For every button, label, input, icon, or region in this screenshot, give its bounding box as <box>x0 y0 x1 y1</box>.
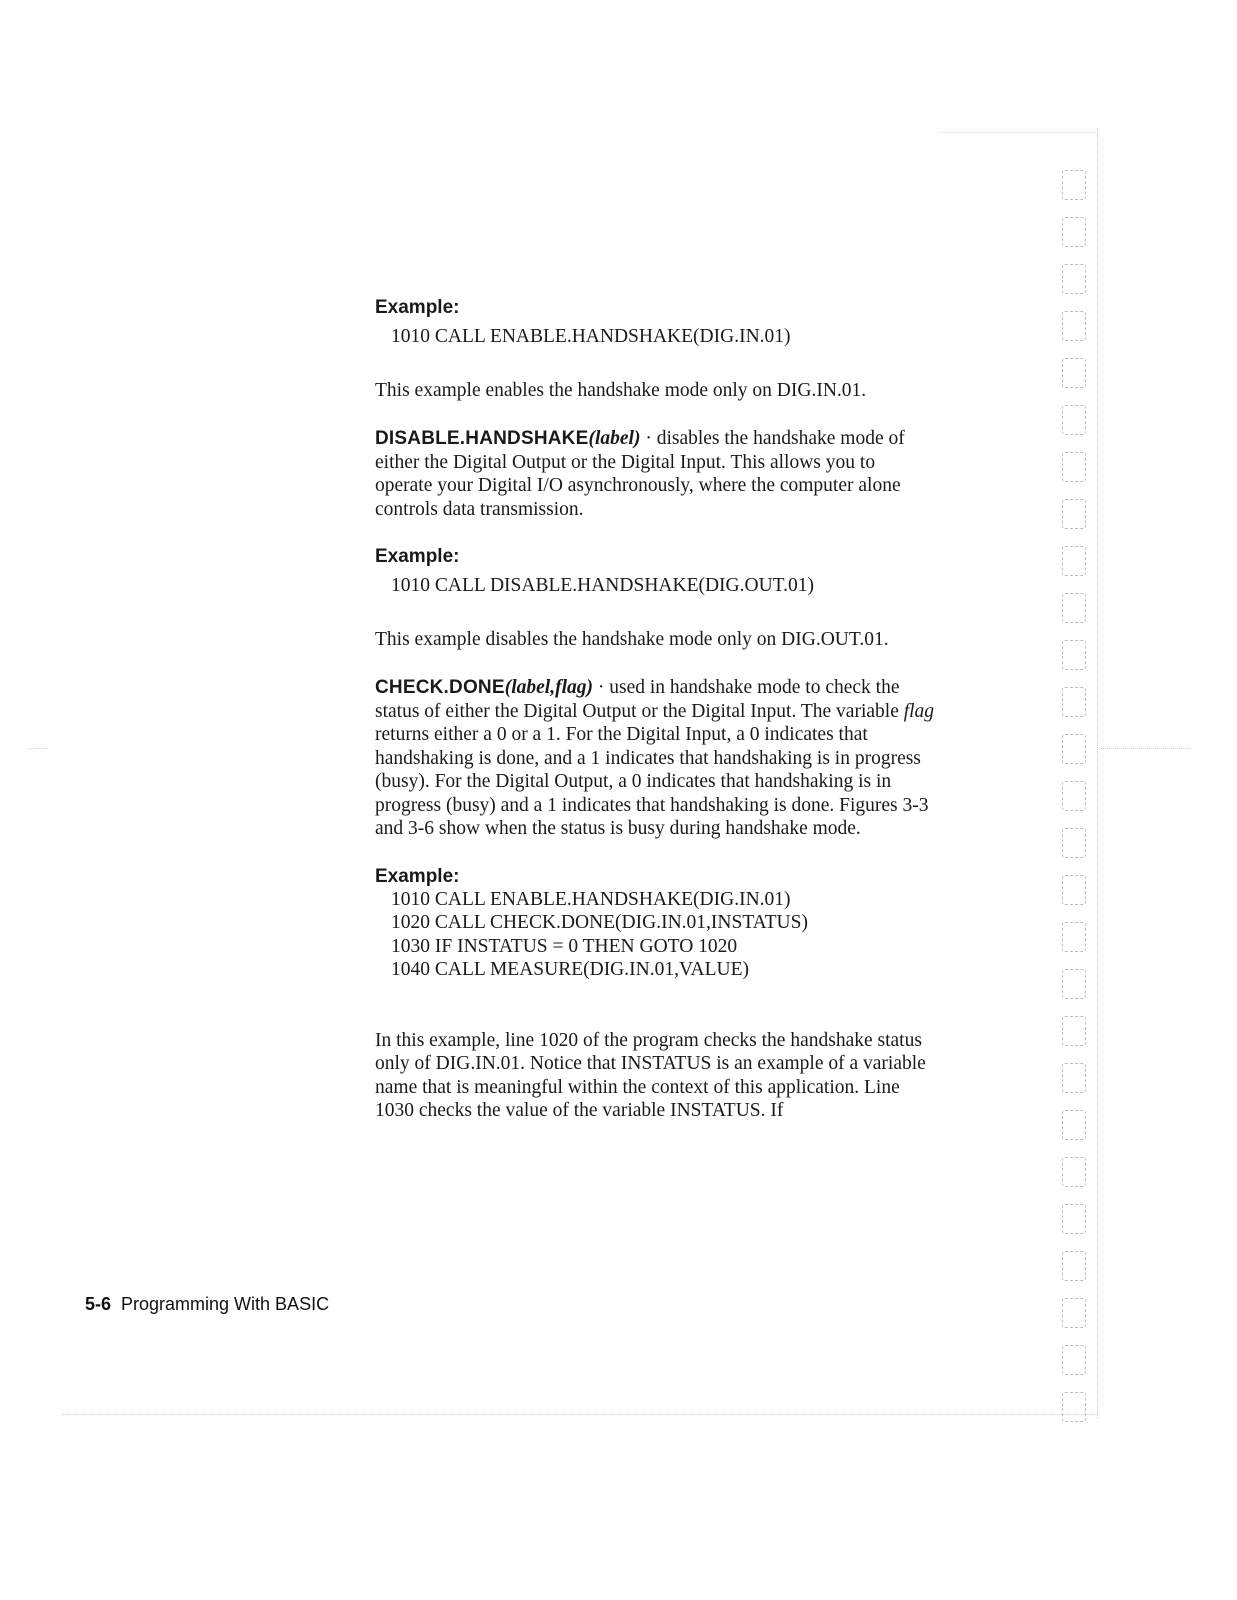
code-line: 1010 CALL ENABLE.HANDSHAKE(DIG.IN.01) <box>391 326 791 347</box>
binding-hole <box>1062 687 1086 717</box>
binding-hole <box>1062 828 1086 858</box>
scan-artifact-side <box>1100 748 1190 749</box>
code-example <box>375 574 935 598</box>
example-description: This example enables the handshake mode only on DIG.IN.01. <box>375 379 867 401</box>
binding-hole <box>1062 734 1086 764</box>
binding-hole <box>1062 781 1086 811</box>
binding-hole <box>1062 546 1086 576</box>
binding-hole <box>1062 499 1086 529</box>
command-description: · disables the handshake mode of either the Digital Output or the Digital Input. This allows you to operate your Digital I/O asynchronously, where the computer alone controls data transmission. <box>375 428 905 520</box>
binding-hole <box>1062 405 1086 435</box>
binding-hole <box>1062 452 1086 482</box>
binding-hole <box>1062 922 1086 952</box>
binding-hole <box>1062 640 1086 670</box>
binding-hole <box>1062 875 1086 905</box>
binding-holes <box>1058 160 1098 1400</box>
code-example <box>375 888 935 982</box>
command-description-cont: returns either a 0 or a 1. For the Digital Input, a 0 indicates that handshaking is done, and a 1 indicates that handshaking is in progress (busy). For the Digital Output, a 0 indicates that handshaking is in progress (busy) and a 1 indicates that handshaking is done. Figures 3-3 and 3-6 show when the status is busy during handshake mode. <box>375 724 929 839</box>
body-column <box>375 297 935 1123</box>
scan-artifact-left <box>28 748 48 749</box>
command-definition-check-done <box>375 676 935 841</box>
code-example <box>375 325 935 349</box>
example-description: In this example, line 1020 of the program checks the handshake status only of DIG.IN.01. Notice that INSTATUS is an example of a variable name that is meaningful within the context of this application. Line 1030 checks the value of the variable INSTATUS. If <box>375 1029 926 1121</box>
code-line: 1010 CALL ENABLE.HANDSHAKE(DIG.IN.01) <box>391 888 791 910</box>
binding-hole <box>1062 1204 1086 1234</box>
binding-hole <box>1062 311 1086 341</box>
variable-name: flag <box>903 700 935 722</box>
command-name: CHECK.DONE <box>375 677 505 698</box>
binding-hole <box>1062 170 1086 200</box>
binding-hole <box>1062 1063 1086 1093</box>
code-line: 1020 CALL CHECK.DONE(DIG.IN.01,INSTATUS) <box>391 912 808 933</box>
scan-artifact-bottom <box>62 1414 1098 1415</box>
binding-hole <box>1062 1016 1086 1046</box>
binding-hole <box>1062 217 1086 247</box>
binding-hole <box>1062 1157 1086 1187</box>
example-heading: Example: <box>375 865 460 887</box>
command-name: DISABLE.HANDSHAKE <box>375 428 589 449</box>
binding-hole <box>1062 1345 1086 1375</box>
command-args: (label) <box>588 428 641 449</box>
example-heading: Example: <box>375 297 460 318</box>
code-line: 1030 IF INSTATUS = 0 THEN GOTO 1020 <box>391 935 738 957</box>
binding-hole <box>1062 264 1086 294</box>
binding-hole <box>1062 593 1086 623</box>
command-description: · used in handshake mode to check the status of either the Digital Output or the Digital Input. The variable <box>375 677 904 722</box>
binding-hole <box>1062 358 1086 388</box>
example-description: This example disables the handshake mode only on DIG.OUT.01. <box>375 628 889 650</box>
binding-hole <box>1062 1298 1086 1328</box>
command-args: (label,flag) <box>504 677 593 698</box>
binding-hole <box>1062 1392 1086 1422</box>
page-footer <box>85 1294 329 1315</box>
scan-artifact-top <box>940 132 1095 133</box>
page-number: 5-6 <box>85 1294 112 1314</box>
code-line: 1010 CALL DISABLE.HANDSHAKE(DIG.OUT.01) <box>391 575 815 596</box>
binding-hole <box>1062 1251 1086 1281</box>
code-line: 1040 CALL MEASURE(DIG.IN.01,VALUE) <box>391 959 750 980</box>
chapter-title: Programming With BASIC <box>121 1294 330 1314</box>
binding-hole <box>1062 1110 1086 1140</box>
command-definition-disable-handshake <box>375 427 935 521</box>
example-heading: Example: <box>375 546 460 567</box>
binding-hole <box>1062 969 1086 999</box>
